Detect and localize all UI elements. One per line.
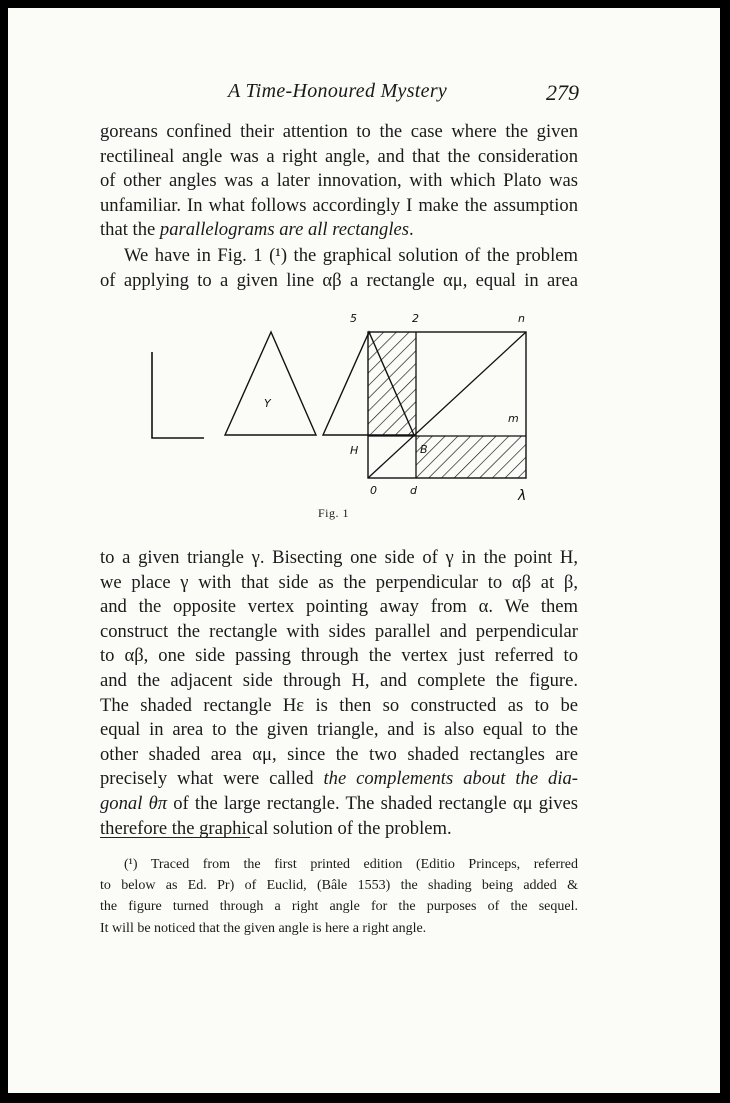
text-line: We have in Fig. 1 (¹) the graphical solution of the problem <box>124 245 578 266</box>
text-line: we place γ with that side as the perpendicular to αβ at β, <box>100 571 578 593</box>
figure-label: d <box>410 484 417 497</box>
text-line: and the adjacent side through H, and complete the figure. <box>100 669 578 691</box>
text-run: of the large rectangle. The shaded rectangle αμ gives <box>167 792 578 814</box>
text-line: construct the rectangle with sides parallel and perpendicular <box>100 620 578 642</box>
text-line: to a given triangle γ. Bisecting one side of γ in the point H, <box>100 547 578 568</box>
paragraph-2 <box>100 244 578 293</box>
running-title: A Time-Honoured Mystery <box>228 80 448 102</box>
italic-run: parallelograms are all rectangles <box>159 219 410 241</box>
footnote <box>100 854 578 939</box>
italic-run: the complements about the dia- <box>323 768 578 790</box>
triangle-gamma <box>225 332 316 435</box>
text-line: equal in area to the given triangle, and is also equal to the <box>100 719 578 741</box>
text-line: of applying to a given line αβ a rectangle αμ, equal in area <box>100 269 578 291</box>
text-run: . <box>409 219 414 241</box>
page <box>8 8 720 1093</box>
figure-label: 2 <box>412 312 419 325</box>
text-run: precisely what were called <box>100 768 324 790</box>
text-run: that the <box>100 219 160 241</box>
text-line <box>100 218 578 243</box>
shaded-rectangle-H-epsilon <box>416 436 526 478</box>
text-line: to αβ, one side passing through the vertex just referred to <box>100 645 578 667</box>
figure-label: m <box>508 412 519 425</box>
text-line: and the opposite vertex pointing away from α. We them <box>100 596 578 618</box>
text-line: therefore the graphical solution of the problem. <box>100 817 452 839</box>
text-line: The shaded rectangle Hε is then so constructed as to be <box>100 694 578 716</box>
footnote-line: the figure turned through a right angle for the purposes of the sequel. <box>100 899 578 915</box>
text-line: goreans confined their attention to the case where the given <box>100 121 578 142</box>
given-angle <box>152 352 204 438</box>
text-line: unfamiliar. In what follows accordingly I make the assumption <box>100 194 578 216</box>
text-line <box>100 792 578 817</box>
figure-label: 5 <box>350 312 357 325</box>
figure-label: Y <box>264 397 271 410</box>
text-line <box>100 767 578 792</box>
running-head <box>8 76 720 106</box>
figure-label: 0 <box>370 484 377 497</box>
footnote-rule <box>100 837 250 838</box>
italic-run: gonal θπ <box>100 792 168 814</box>
figure-label: λ <box>518 488 527 504</box>
paragraph-1 <box>100 120 578 243</box>
figure-caption: Fig. 1 <box>318 506 350 520</box>
figure-label: B <box>420 443 428 456</box>
paragraph-3 <box>100 546 578 841</box>
page-number: 279 <box>546 80 579 105</box>
footnote-line: (¹) Traced from the first printed edition (Editio Princeps, referred <box>124 857 578 872</box>
figure-label: n <box>518 312 525 325</box>
footnote-line: It will be noticed that the given angle is here a right angle. <box>100 920 427 936</box>
footnote-line: to below as Ed. Pr) of Euclid, (Bâle 1553) the shading being added & <box>100 878 578 894</box>
figure-label: H <box>350 444 359 457</box>
text-line: rectilineal angle was a right angle, and that the consideration <box>100 145 578 167</box>
shaded-rectangle-alpha-mu <box>368 332 416 436</box>
figure-1 <box>144 304 544 504</box>
text-line: other shaded area αμ, since the two shaded rectangles are <box>100 743 578 765</box>
text-line: of other angles was a later innovation, with which Plato was <box>100 170 578 192</box>
